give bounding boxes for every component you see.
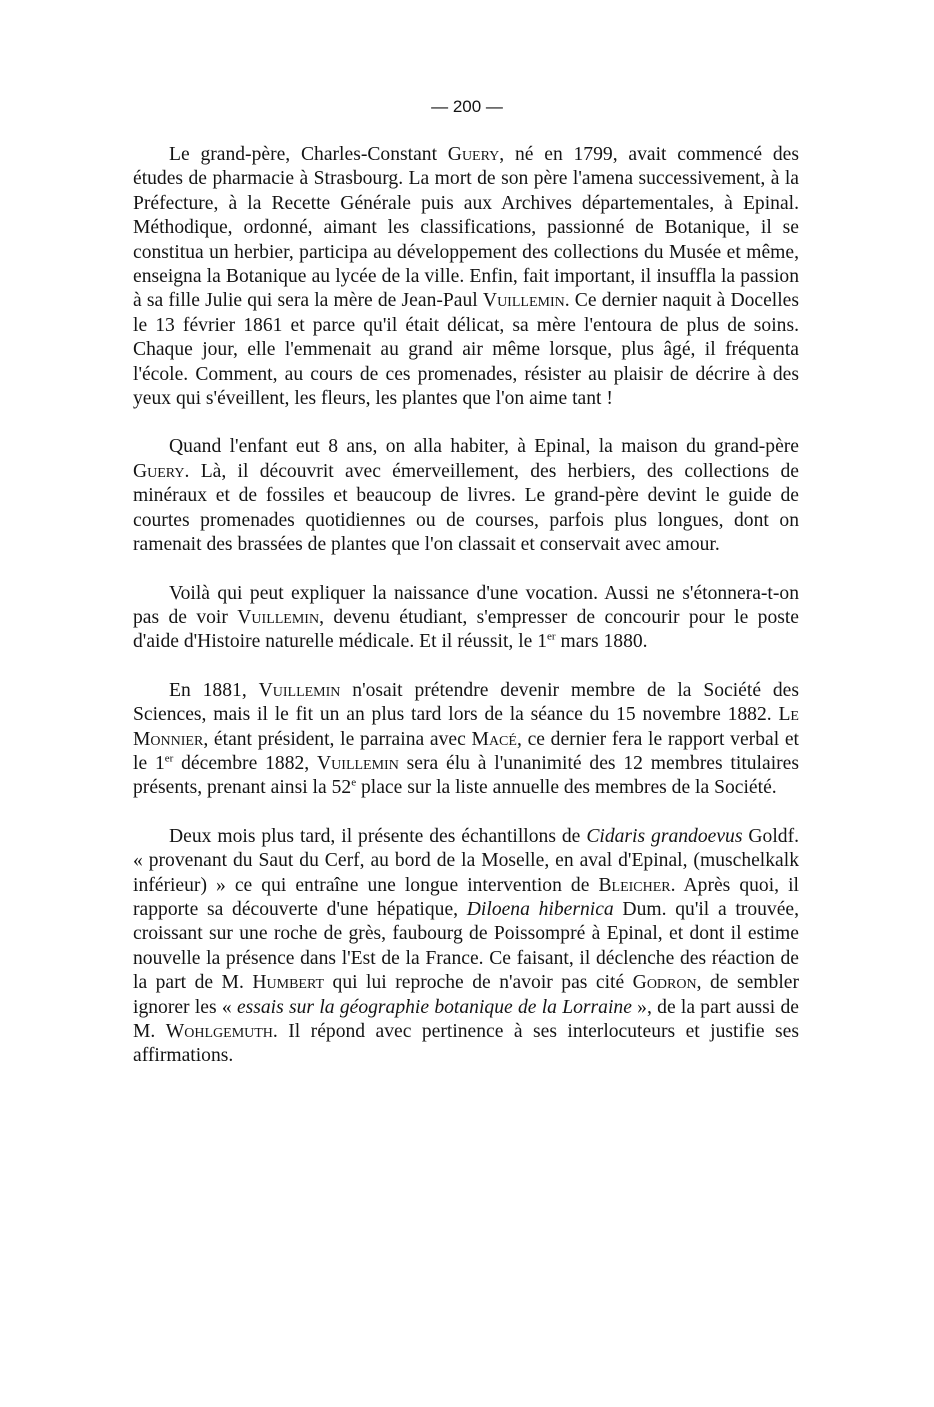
person-name: Macé xyxy=(471,728,517,750)
person-name: Godron xyxy=(632,972,697,994)
paragraph xyxy=(133,679,799,801)
text-run: En 1881, xyxy=(169,679,259,701)
text-run: », de la part aussi de M. xyxy=(133,996,799,1042)
person-name: Vuillemin xyxy=(258,679,341,701)
paragraph xyxy=(133,435,799,557)
text-run: place sur la liste annuelle des membres de la Société. xyxy=(356,777,777,799)
italic-text: Cidaris grandoevus xyxy=(586,825,743,847)
text-run: . Il répond avec pertinence à ses interlocuteurs et justifie ses affirmations. xyxy=(133,1021,799,1067)
text-run: , devenu étudiant, s'empresser de concourir pour le poste d'aide d'Histoire naturelle médicale. Et il réussit, le 1 xyxy=(133,606,800,653)
text-run: décembre 1882, xyxy=(173,752,318,774)
superscript: e xyxy=(351,776,357,789)
person-name: Bleicher xyxy=(598,874,671,896)
person-name: Vuillemin xyxy=(317,752,399,774)
person-name: Guery xyxy=(133,460,185,482)
text-run: . Là, il découvrit avec émerveillement, des herbiers, des collections de minéraux et de fossiles et beaucoup de livres. Le grand-père devint le guide de courtes promenades quotidiennes ou de courses, parfois plus longues, dont on ramenait des brassées de plantes que l'on classait et conservait avec amour. xyxy=(133,460,799,556)
italic-text: Diloena hibernica xyxy=(466,898,614,920)
text-run: n'osait prétendre devenir membre de la Société des Sciences, mais il le fit un an plus tard lors de la séance du 15 novembre 1882. xyxy=(133,679,799,726)
text-run: Voilà qui peut expliquer la naissance d'une vocation. Aussi ne s'étonnera-t-on pas de voir xyxy=(133,582,799,628)
text-run: Quand l'enfant eut 8 ans, on alla habiter, à Epinal, la maison du grand-père xyxy=(169,436,799,458)
person-name: Vuillemin xyxy=(482,290,565,312)
person-name: Humbert xyxy=(252,972,325,994)
text-run: Le grand-père, Charles-Constant xyxy=(169,144,448,165)
text-run: . Après quoi, il rapporte sa découverte d'une hépatique, xyxy=(133,874,799,920)
text-run: sera élu à l'unanimité des 12 membres titulaires présents, prenant ainsi la 52 xyxy=(133,752,799,799)
person-name: Wohlgemuth xyxy=(165,1021,273,1042)
text-run: , ce dernier fera le rapport verbal et le 1 xyxy=(133,728,799,774)
paragraph xyxy=(133,143,799,411)
person-name: Vuillemin xyxy=(237,606,320,628)
text-run: Dum. qu'il a trouvée, croissant sur une roche de grès, faubourg de Poissompré à Epinal, et dont il estime nouvelle la présence dans l'Est de la France. Ce faisant, il déclenche des réaction de la part de M. xyxy=(133,898,800,994)
superscript: er xyxy=(547,630,556,643)
text-run: Deux mois plus tard, il présente des échantillons de xyxy=(169,825,587,847)
paragraph xyxy=(133,825,799,1069)
text-run: Goldf. « provenant du Saut du Cerf, au bord de la Moselle, en aval d'Epinal, (muschelkalk inférieur) » ce qui entraîne une longue intervention de xyxy=(133,825,799,896)
paragraph xyxy=(133,582,799,655)
person-name: Guery xyxy=(447,144,500,165)
italic-text: essais sur la géographie botanique de la Lorraine xyxy=(236,996,632,1018)
text-run: , de sembler ignorer les « xyxy=(133,972,800,1018)
text-run: , étant président, le parraina avec xyxy=(203,728,472,750)
text-run: . Ce dernier naquit à Docelles le 13 février 1861 et parce qu'il était délicat, sa mère l'entoura de plus de soins. Chaque jour, elle l'emmenait au grand air même lorsque, plus âgé, il fréquenta l'école. Comment, au cours de ces promenades, résister au plaisir de décrire à des yeux qui s'éveillent, les fleurs, les plantes que l'on aime tant ! xyxy=(133,290,799,410)
person-name: Le Monnier xyxy=(133,704,799,750)
text-run: mars 1880. xyxy=(555,631,648,653)
body-text xyxy=(133,143,799,1093)
text-run: , né en 1799, avait commencé des études de pharmacie à Strasbourg. La mort de son père l'amena successivement, à la Préfecture, à la Recette Générale puis aux Archives départementales, à Epinal. Méthodique, ordonné, aimant les classifications, passionné de Botanique, il se constitua un herbier, participa au développement des collections du Musée et même, enseigna la Botanique au lycée de la ville. Enfin, fait important, il insuffla la passion à sa fille Julie qui sera la mère de Jean-Paul xyxy=(133,144,799,312)
page-number: — 200 — xyxy=(431,97,503,116)
text-run: qui lui reproche de n'avoir pas cité xyxy=(324,972,633,994)
superscript: er xyxy=(164,752,174,765)
